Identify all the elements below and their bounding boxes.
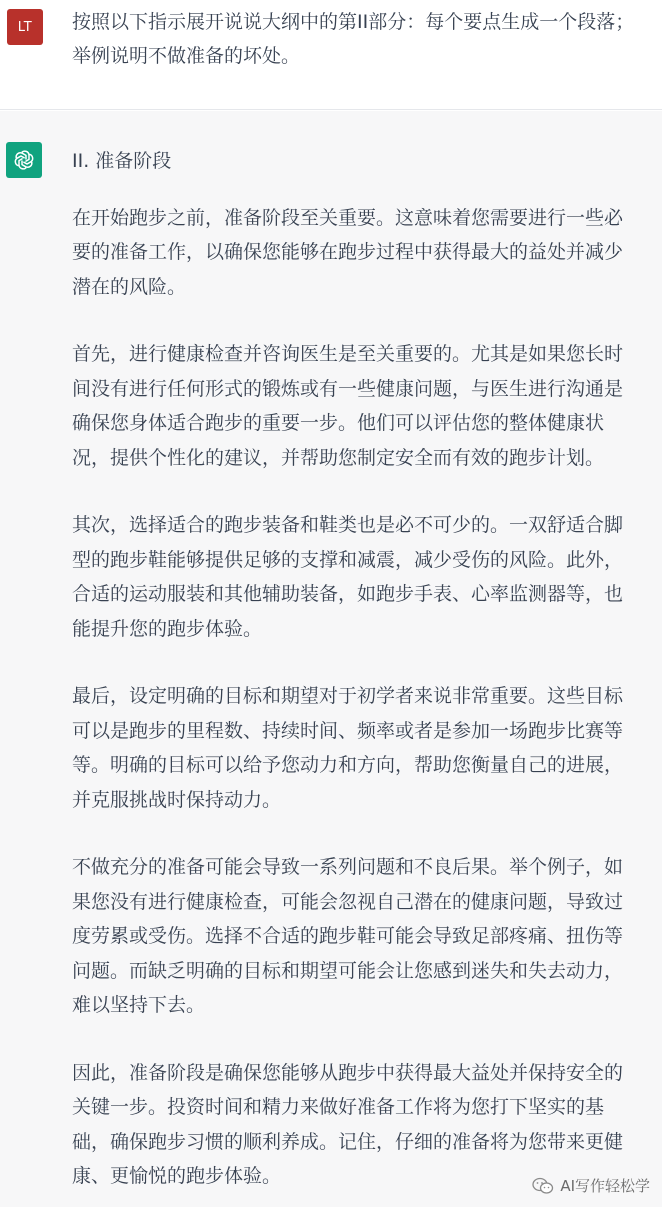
reply-paragraph: 不做充分的准备可能会导致一系列问题和不良后果。举个例子，如果您没有进行健康检查，可能会忽视自己潜在的健康问题，导致过度劳累或受伤。选择不合适的跑步鞋可能会导致足部疼痛、扭伤等问题。而缺乏明确的目标和期望可能会让您感到迷失和失去动力，难以坚持下去。 <box>72 856 624 1016</box>
assistant-avatar <box>6 142 42 178</box>
user-message-row <box>0 0 662 110</box>
reply-paragraph: 因此，准备阶段是确保您能够从跑步中获得最大益处并保持安全的关键一步。投资时间和精力来做好准备工作将为您打下坚实的基础，确保跑步习惯的顺利养成。记住，仔细的准备将为您带来更健康、更愉悦的跑步体验。 <box>72 1061 624 1187</box>
user-avatar <box>7 9 43 45</box>
reply-paragraph: 最后，设定明确的目标和期望对于初学者来说非常重要。这些目标可以是跑步的里程数、持续时间、频率或者是参加一场跑步比赛等等。明确的目标可以给予您动力和方向，帮助您衡量自己的进展，并克服挑战时保持动力。 <box>72 685 624 811</box>
wechat-icon <box>532 1177 554 1195</box>
assistant-message-row <box>0 111 662 1207</box>
reply-paragraph: 在开始跑步之前，准备阶段至关重要。这意味着您需要进行一些必要的准备工作，以确保您能够在跑步过程中获得最大的益处并减少潜在的风险。 <box>72 206 624 298</box>
user-message-text: 按照以下指示展开说说大纲中的第II部分：每个要点生成一个段落；举例说明不做准备的坏处。 <box>72 11 635 67</box>
openai-logo-icon <box>12 148 36 172</box>
user-avatar-initials: LT <box>17 19 33 35</box>
reply-heading: II. 准备阶段 <box>72 150 172 172</box>
watermark-text: AI写作轻松学 <box>560 1177 650 1195</box>
assistant-reply <box>72 144 638 1227</box>
reply-paragraph: 首先，进行健康检查并咨询医生是至关重要的。尤其是如果您长时间没有进行任何形式的锻炼或有一些健康问题，与医生进行沟通是确保您身体适合跑步的重要一步。他们可以评估您的整体健康状况，提供个性化的建议，并帮助您制定安全而有效的跑步计划。 <box>72 343 624 469</box>
watermark <box>532 1175 650 1196</box>
reply-paragraph: 其次，选择适合的跑步装备和鞋类也是必不可少的。一双舒适合脚型的跑步鞋能够提供足够的支撑和减震，减少受伤的风险。此外，合适的运动服装和其他辅助装备，如跑步手表、心率监测器等，也能提升您的跑步体验。 <box>72 514 624 640</box>
